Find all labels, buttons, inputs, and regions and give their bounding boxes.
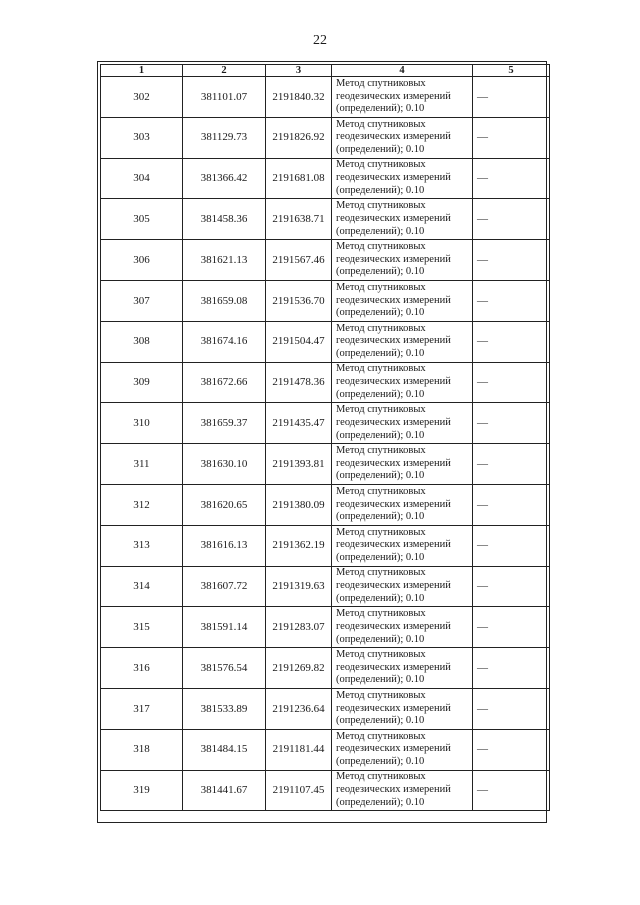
- header-col-1: 1: [101, 65, 183, 77]
- coordinate-x: 381621.13: [183, 240, 266, 281]
- method-cell: [332, 117, 473, 158]
- description-cell: —: [473, 280, 550, 321]
- coordinate-x: 381129.73: [183, 117, 266, 158]
- method-cell: [332, 199, 473, 240]
- method-line-3: (определений); 0.10: [336, 715, 425, 727]
- method-cell: [332, 240, 473, 281]
- method-line-3: (определений); 0.10: [336, 674, 425, 686]
- coordinate-y: 2191107.45: [266, 770, 332, 811]
- method-line-2: геодезических измерений: [336, 376, 451, 388]
- coordinate-x: 381659.08: [183, 280, 266, 321]
- method-line-1: Метод спутниковых: [336, 526, 426, 538]
- point-number: 303: [101, 117, 183, 158]
- page-number: 22: [313, 33, 327, 48]
- method-line-3: (определений); 0.10: [336, 592, 425, 604]
- point-number: 318: [101, 729, 183, 770]
- table-row: [101, 525, 550, 566]
- method-cell: [332, 321, 473, 362]
- method-line-3: (определений); 0.10: [336, 552, 425, 564]
- coordinate-y: 2191435.47: [266, 403, 332, 444]
- method-line-2: геодезических измерений: [336, 580, 451, 592]
- point-number: 314: [101, 566, 183, 607]
- coordinate-x: 381620.65: [183, 484, 266, 525]
- point-number: 309: [101, 362, 183, 403]
- method-line-2: геодезических измерений: [336, 253, 451, 265]
- method-line-1: Метод спутниковых: [336, 404, 426, 416]
- point-number: 317: [101, 688, 183, 729]
- method-line-2: геодезических измерений: [336, 743, 451, 755]
- method-line-3: (определений); 0.10: [336, 144, 425, 156]
- method-line-2: геодезических измерений: [336, 702, 451, 714]
- method-line-1: Метод спутниковых: [336, 730, 426, 742]
- coordinate-y: 2191681.08: [266, 158, 332, 199]
- point-number: 311: [101, 444, 183, 485]
- method-cell: [332, 444, 473, 485]
- method-line-2: геодезических измерений: [336, 335, 451, 347]
- method-line-1: Метод спутниковых: [336, 118, 426, 130]
- coordinates-table: [100, 64, 544, 811]
- method-line-3: (определений); 0.10: [336, 348, 425, 360]
- point-number: 306: [101, 240, 183, 281]
- coordinate-y: 2191236.64: [266, 688, 332, 729]
- method-line-3: (определений); 0.10: [336, 184, 425, 196]
- point-number: 304: [101, 158, 183, 199]
- method-cell: [332, 484, 473, 525]
- header-col-5: 5: [473, 65, 550, 77]
- method-line-2: геодезических измерений: [336, 784, 451, 796]
- coordinate-y: 2191504.47: [266, 321, 332, 362]
- method-line-1: Метод спутниковых: [336, 445, 426, 457]
- coordinate-x: 381441.67: [183, 770, 266, 811]
- table-row: [101, 566, 550, 607]
- method-cell: [332, 648, 473, 689]
- coordinate-x: 381458.36: [183, 199, 266, 240]
- table-row: [101, 158, 550, 199]
- method-line-3: (определений); 0.10: [336, 266, 425, 278]
- method-line-2: геодезических измерений: [336, 457, 451, 469]
- point-number: 308: [101, 321, 183, 362]
- coordinate-x: 381607.72: [183, 566, 266, 607]
- method-cell: [332, 729, 473, 770]
- coordinates-grid: [100, 64, 550, 811]
- header-col-3: 3: [266, 65, 332, 77]
- description-cell: —: [473, 117, 550, 158]
- table-body: [101, 77, 550, 811]
- coordinate-x: 381674.16: [183, 321, 266, 362]
- method-line-3: (определений); 0.10: [336, 388, 425, 400]
- method-line-3: (определений); 0.10: [336, 429, 425, 441]
- coordinate-y: 2191567.46: [266, 240, 332, 281]
- table-row: [101, 240, 550, 281]
- table-row: [101, 484, 550, 525]
- method-line-3: (определений); 0.10: [336, 225, 425, 237]
- table-row: [101, 648, 550, 689]
- description-cell: —: [473, 484, 550, 525]
- table-row: [101, 77, 550, 118]
- method-cell: [332, 158, 473, 199]
- table-row: [101, 117, 550, 158]
- coordinate-y: 2191826.92: [266, 117, 332, 158]
- description-cell: —: [473, 444, 550, 485]
- coordinate-x: 381101.07: [183, 77, 266, 118]
- coordinate-x: 381366.42: [183, 158, 266, 199]
- method-cell: [332, 688, 473, 729]
- method-line-3: (определений); 0.10: [336, 796, 425, 808]
- method-line-3: (определений); 0.10: [336, 307, 425, 319]
- coordinate-y: 2191638.71: [266, 199, 332, 240]
- coordinate-x: 381533.89: [183, 688, 266, 729]
- table-row: [101, 607, 550, 648]
- method-cell: [332, 362, 473, 403]
- method-cell: [332, 566, 473, 607]
- method-line-1: Метод спутниковых: [336, 771, 426, 783]
- description-cell: —: [473, 566, 550, 607]
- method-line-3: (определений); 0.10: [336, 511, 425, 523]
- coordinate-y: 2191283.07: [266, 607, 332, 648]
- coordinate-x: 381484.15: [183, 729, 266, 770]
- method-line-2: геодезических измерений: [336, 90, 451, 102]
- description-cell: —: [473, 240, 550, 281]
- coordinate-y: 2191362.19: [266, 525, 332, 566]
- table-row: [101, 403, 550, 444]
- point-number: 305: [101, 199, 183, 240]
- method-line-2: геодезических измерений: [336, 539, 451, 551]
- method-line-2: геодезических измерений: [336, 620, 451, 632]
- coordinate-x: 381659.37: [183, 403, 266, 444]
- method-line-2: геодезических измерений: [336, 131, 451, 143]
- point-number: 312: [101, 484, 183, 525]
- method-line-3: (определений); 0.10: [336, 470, 425, 482]
- point-number: 302: [101, 77, 183, 118]
- table-row: [101, 729, 550, 770]
- description-cell: —: [473, 607, 550, 648]
- point-number: 319: [101, 770, 183, 811]
- method-line-1: Метод спутниковых: [336, 649, 426, 660]
- description-cell: —: [473, 729, 550, 770]
- method-line-1: Метод спутниковых: [336, 689, 426, 701]
- table-row: [101, 688, 550, 729]
- method-line-1: Метод спутниковых: [336, 485, 426, 497]
- header-col-4: 4: [332, 65, 473, 77]
- method-line-2: геодезических измерений: [336, 416, 451, 428]
- method-line-1: Метод спутниковых: [336, 159, 426, 171]
- header-row: [101, 65, 550, 77]
- method-line-1: Метод спутниковых: [336, 363, 426, 375]
- coordinate-y: 2191319.63: [266, 566, 332, 607]
- table-row: [101, 444, 550, 485]
- method-line-1: Метод спутниковых: [336, 200, 426, 212]
- point-number: 307: [101, 280, 183, 321]
- method-line-3: (определений); 0.10: [336, 756, 425, 767]
- point-number: 310: [101, 403, 183, 444]
- description-cell: —: [473, 770, 550, 811]
- point-number: 313: [101, 525, 183, 566]
- method-line-3: (определений); 0.10: [336, 633, 425, 645]
- method-line-2: геодезических измерений: [336, 172, 451, 184]
- coordinate-y: 2191478.36: [266, 362, 332, 403]
- method-line-3: (определений); 0.10: [336, 103, 425, 115]
- method-cell: [332, 607, 473, 648]
- description-cell: —: [473, 321, 550, 362]
- coordinate-x: 381616.13: [183, 525, 266, 566]
- coordinate-x: 381576.54: [183, 648, 266, 689]
- method-line-1: Метод спутниковых: [336, 567, 426, 579]
- description-cell: —: [473, 77, 550, 118]
- method-line-2: геодезических измерений: [336, 294, 451, 306]
- method-cell: [332, 280, 473, 321]
- description-cell: —: [473, 688, 550, 729]
- method-cell: [332, 403, 473, 444]
- description-cell: —: [473, 525, 550, 566]
- method-line-2: геодезических измерений: [336, 498, 451, 510]
- method-line-2: геодезических измерений: [336, 661, 451, 673]
- method-cell: [332, 77, 473, 118]
- method-line-2: геодезических измерений: [336, 212, 451, 224]
- coordinate-y: 2191393.81: [266, 444, 332, 485]
- table-row: [101, 362, 550, 403]
- coordinate-y: 2191840.32: [266, 77, 332, 118]
- point-number: 315: [101, 607, 183, 648]
- description-cell: —: [473, 403, 550, 444]
- description-cell: —: [473, 158, 550, 199]
- method-line-1: Метод спутниковых: [336, 241, 426, 253]
- coordinate-y: 2191181.44: [266, 729, 332, 770]
- coordinate-y: 2191269.82: [266, 648, 332, 689]
- coordinate-y: 2191536.70: [266, 280, 332, 321]
- header-col-2: 2: [183, 65, 266, 77]
- method-line-1: Метод спутниковых: [336, 322, 426, 334]
- table-row: [101, 770, 550, 811]
- method-line-1: Метод спутниковых: [336, 608, 426, 620]
- coordinate-x: 381591.14: [183, 607, 266, 648]
- coordinate-y: 2191380.09: [266, 484, 332, 525]
- table-row: [101, 321, 550, 362]
- method-cell: [332, 770, 473, 811]
- description-cell: —: [473, 199, 550, 240]
- method-line-1: Метод спутниковых: [336, 281, 426, 293]
- description-cell: —: [473, 362, 550, 403]
- table-row: [101, 199, 550, 240]
- description-cell: —: [473, 648, 550, 689]
- coordinate-x: 381630.10: [183, 444, 266, 485]
- method-cell: [332, 525, 473, 566]
- method-line-1: Метод спутниковых: [336, 77, 426, 89]
- table-row: [101, 280, 550, 321]
- point-number: 316: [101, 648, 183, 689]
- coordinate-x: 381672.66: [183, 362, 266, 403]
